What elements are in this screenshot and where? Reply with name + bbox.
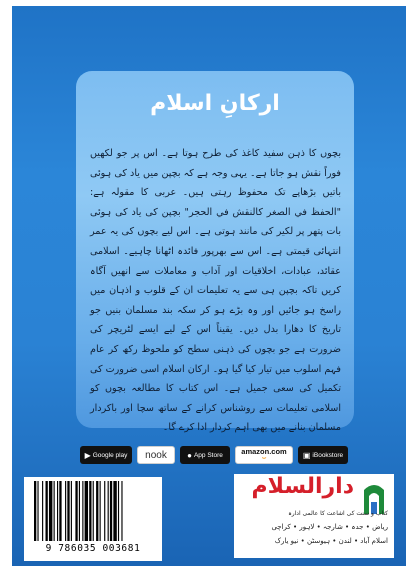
- book-description: بچوں کا ذہن سفید کاغذ کی طرح ہوتا ہے۔ اس پر جو لکھیں فوراً نقش ہو جاتا ہے۔ یہی وجہ ہے کہ بچپن میں یاد کی ہوئی باتیں بڑھاپے تک محفوظ رہتی ہیں۔ عربی کا مقولہ ہے: "الحفظ في الصغر كالنقش في الحجر" بچپن کی یاد کی ہوئی بات پتھر پر لکیر کی مانند ہوتی ہے۔ اس لیے بچوں کی یہ عمر انتہائی قیمتی ہے۔ اس سے بھرپور فائدہ اٹھانا چاہیے۔ اسلامی عقائد، عبادات، اخلاقیات اور آداب و معاملات سے انھیں آگاہ کریں تاکہ بچپن ہی سے یہ تعلیمات ان کے قلوب و اذہان میں راسخ ہو جائیں اور وہ بڑے ہو کر سکہ بند مسلمان بنیں جو تاریخ کا دھارا بدل دیں۔ یقیناً اس کے لیے ایسے لٹریچر کی ضرورت ہے جو بچوں کی ذہنی سطح کو ملحوظ رکھ کر عام فہم اسلوب میں تیار کیا گیا ہو۔ ارکان اسلام اسی ضرورت کی تکمیل کی سعی جمیل ہے۔ اس کتاب کا مطالعہ بچوں کو اسلامی تعلیمات سے روشناس کرانے کے ساتھ سچا اور باکردار مسلمان بنانے میں بھی اہم کردار ادا کرے گا۔: [90, 148, 341, 434]
- google-play-label: Google play: [92, 451, 128, 459]
- book-title: ارکانِ اسلام: [150, 91, 280, 116]
- publisher-name: دارالسلام: [251, 474, 354, 499]
- ibookstore-badge[interactable]: [298, 446, 348, 464]
- publisher-block: [234, 474, 394, 558]
- publisher-cities-line-1: ریاض • جدہ • شارجہ • لاہور • کراچی: [271, 523, 388, 531]
- ibookstore-label: iBookstore: [312, 451, 344, 459]
- store-badges: [80, 446, 348, 466]
- app-store-badge[interactable]: [180, 446, 230, 464]
- nook-badge[interactable]: [137, 446, 175, 464]
- publisher-tagline: کتاب و سنت کی اشاعت کا عالمی ادارہ: [288, 510, 388, 517]
- book-icon: ▣: [302, 450, 311, 460]
- amazon-smile-icon: ⌣: [261, 455, 267, 462]
- google-play-badge[interactable]: [80, 446, 132, 464]
- barcode-bars: [32, 481, 154, 541]
- description-panel: [76, 71, 354, 434]
- play-icon: ▶: [84, 450, 91, 460]
- publisher-cities-line-2: اسلام آباد • لندن • ہیوسٹن • نیو یارک: [274, 537, 388, 545]
- barcode: [24, 477, 162, 561]
- nook-label: nook: [145, 449, 167, 461]
- amazon-label: amazon.com: [241, 447, 287, 456]
- app-store-label: App Store: [193, 451, 223, 459]
- amazon-badge[interactable]: [235, 446, 293, 464]
- isbn-number: 9 786035 003681: [45, 543, 141, 554]
- apple-icon: ●: [187, 450, 192, 460]
